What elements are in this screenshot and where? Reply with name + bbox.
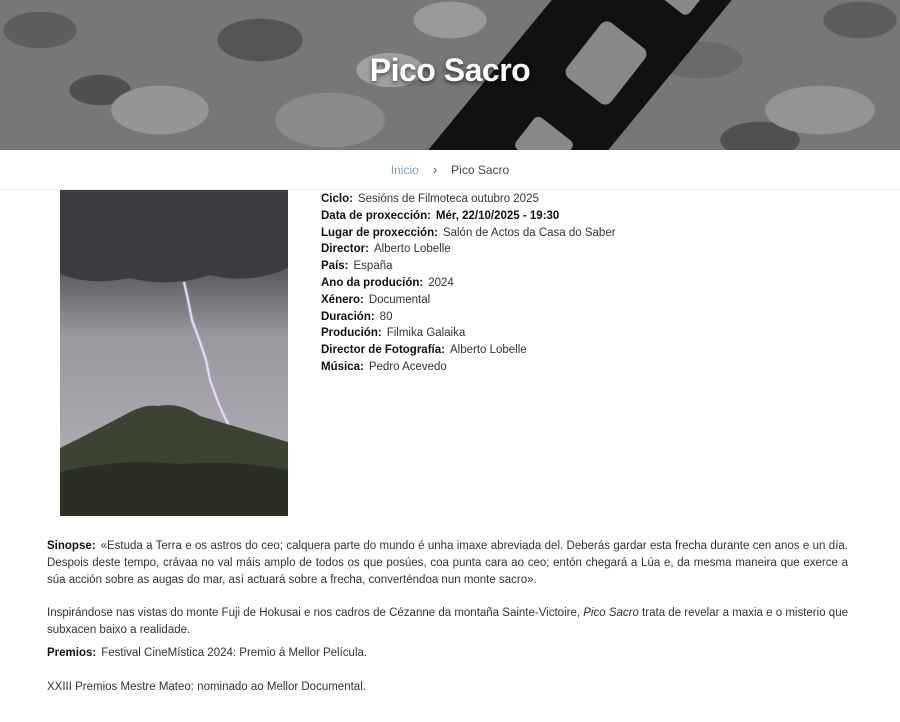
detail-row-fotografia: Director de Fotografía: Alberto Lobelle (321, 344, 527, 357)
chevron-right-icon: › (432, 162, 438, 177)
film-details-list (321, 191, 616, 376)
detail-row-producion: Produción: Filmika Galaika (321, 327, 466, 340)
detail-row-ano: Ano da produción: 2024 (321, 276, 454, 289)
awards-nomination: XXIII Premios Mestre Mateo: nominado ao Mellor Documental. (47, 681, 366, 693)
detail-row-musica: Música: Pedro Acevedo (321, 360, 447, 373)
detail-row-xenero: Xénero: Documental (321, 293, 431, 306)
detail-row-ciclo: Ciclo: Sesións de Filmoteca outubro 2025 (321, 193, 539, 205)
detail-row-lugar: Lugar de proxección: Salón de Actos da Casa do Saber (321, 226, 616, 239)
hero-banner (0, 0, 900, 150)
inspiration-paragraph: Inspirándose nas vistas do monte Fuji de Hokusai e nos cadros de Cézanne da montaña Sainte-Victoire, Pico Sacro trata de revelar a maxia e o misterio que subxacen baixo a realidade. (47, 607, 848, 636)
film-detail (0, 190, 900, 722)
breadcrumb-home-link[interactable]: Inicio (390, 162, 419, 177)
detail-row-data: Data de proxección: Mér, 22/10/2025 - 19:30 (321, 209, 560, 222)
breadcrumb-current: Pico Sacro (451, 162, 510, 177)
detail-row-duracion: Duración: 80 (321, 310, 393, 323)
film-poster-image (60, 190, 288, 516)
awards: Premios: Festival CineMística 2024: Premio á Mellor Película. (47, 647, 368, 659)
breadcrumb (0, 150, 900, 190)
page-title: Pico Sacro (369, 52, 531, 88)
detail-row-pais: País: España (321, 260, 393, 273)
detail-row-director: Director: Alberto Lobelle (321, 243, 451, 256)
synopsis: Sinopse: «Estuda a Terra e os astros do ceo; calquera parte do mundo é unha imaxe abreviada del. Deberás gardar esta frecha durante cen anos e un día. Despois deste tempo, crávaa no val máis amplo de todos os que posúes, coa punta cara ao ceo; entón chegará a Lúa e, da mesma maneira que exerce a súa acción sobre as augas do mar, así actuará sobre a frecha, converténdoa nun monte sacro». (47, 540, 848, 586)
